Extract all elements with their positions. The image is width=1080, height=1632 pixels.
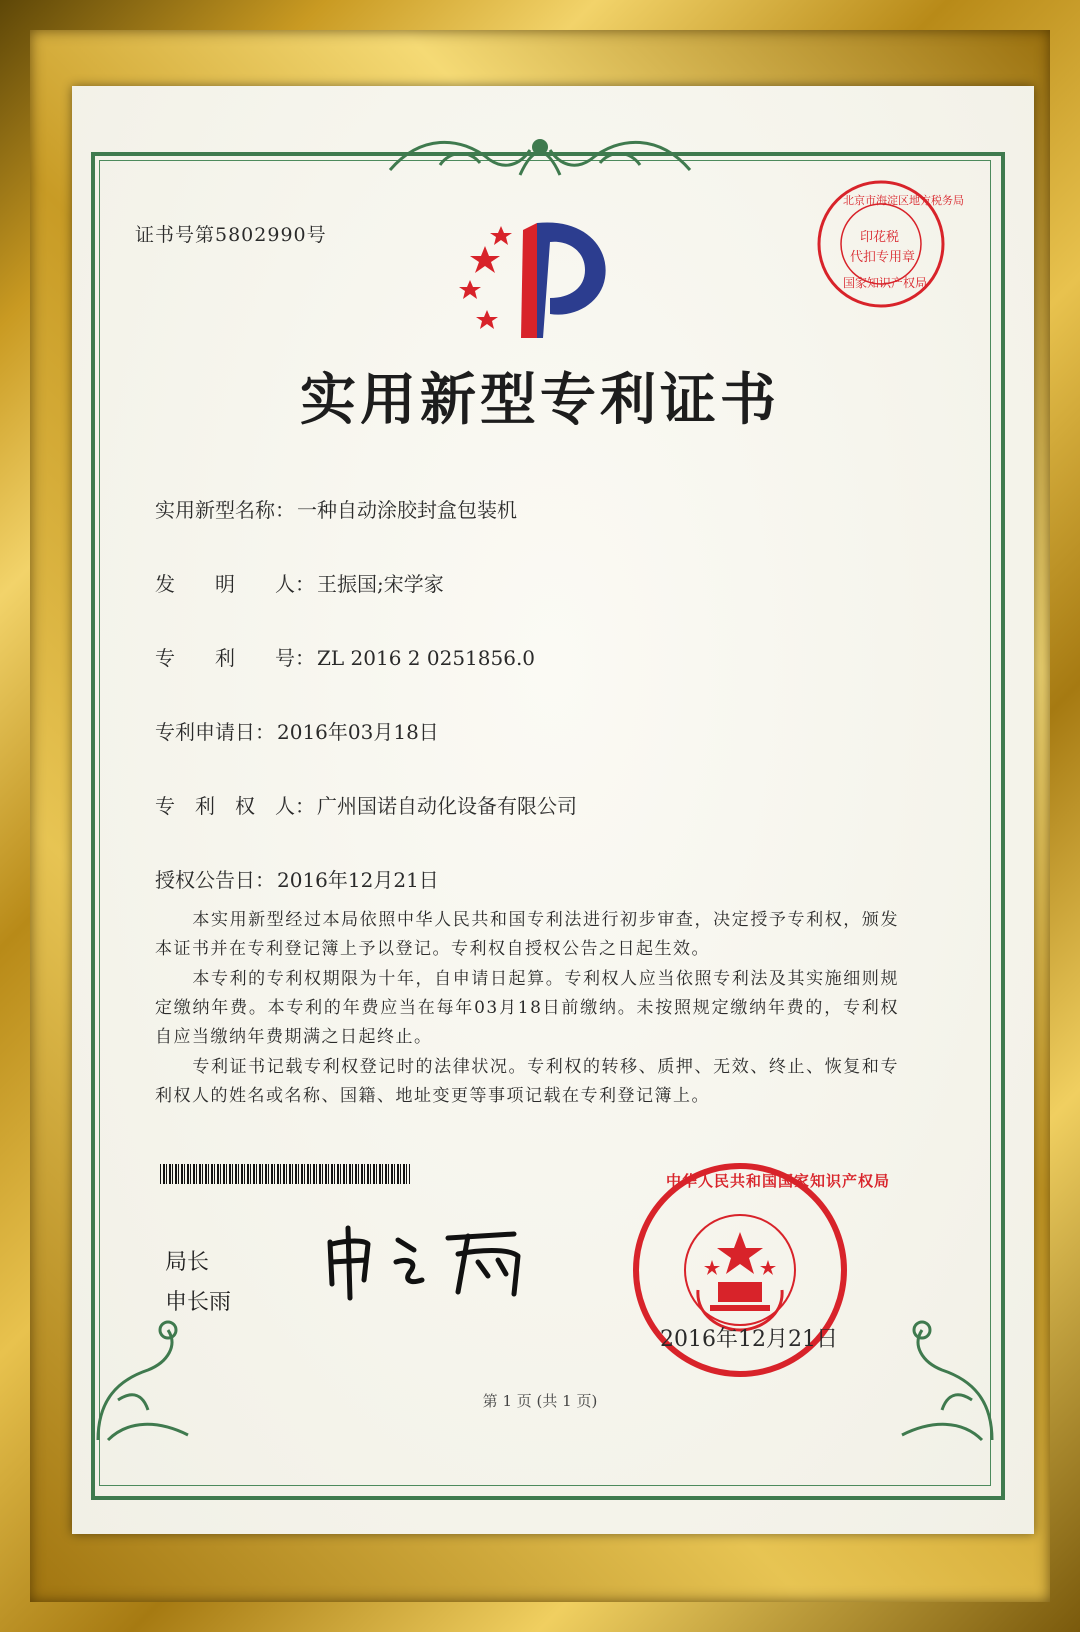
body-paragraph-3: 专利证书记载专利权登记时的法律状况。专利权的转移、质押、无效、终止、恢复和专利权人的姓名或名称、国籍、地址变更等事项记载在专利登记簿上。 [155,1057,899,1106]
field-value: 王振国;宋学家 [317,572,444,596]
field-patentee [155,790,577,819]
field-patent-number [155,642,535,671]
tax-seal-ring-text: 北京市海淀区地方税务局 [843,194,964,207]
director-name: 申长雨 [165,1290,232,1315]
bottom-left-ornament-icon [88,1300,198,1450]
field-inventor [155,568,444,597]
field-value: 2016年12月21日 [277,868,439,892]
signature-icon [318,1222,548,1302]
certificate-title: 实用新型专利证书 [300,368,780,433]
field-label: 授权公告日： [155,868,275,892]
body-paragraph-1: 本实用新型经过本局依照中华人民共和国专利法进行初步审查，决定授予专利权，颁发本证书并在专利登记簿上予以登记。专利权自授权公告之日起生效。 [155,910,899,959]
field-application-date [155,716,439,745]
field-value: ZL 2016 2 0251856.0 [317,646,536,670]
tax-seal-center-1: 印花税 [860,230,900,245]
field-label: 专 利 号： [155,646,315,670]
field-label: 实用新型名称： [155,498,295,522]
seal-date: 2016年12月21日 [660,1327,838,1352]
field-value: 广州国诺自动化设备有限公司 [317,794,577,818]
field-value: 一种自动涂胶封盒包装机 [297,498,517,522]
director-title: 局长 [165,1250,210,1275]
field-grant-date [155,864,439,893]
bottom-right-ornament-icon [892,1300,1002,1450]
sipo-logo-icon [455,218,610,343]
barcode [160,1164,410,1184]
certificate-number: 证书号第5802990号 [135,224,327,246]
field-label: 专利申请日： [155,720,275,744]
field-label: 发 明 人： [155,572,315,596]
top-ornament-icon [380,125,700,185]
tax-seal-bottom-text: 国家知识产权局 [843,276,928,290]
body-paragraph-2: 本专利的专利权期限为十年，自申请日起算。专利权人应当依照专利法及其实施细则规定缴纳年费。本专利的年费应当在每年03月18日前缴纳。未按照规定缴纳年费的，专利权自应当缴纳年费期满之日起终止。 [155,969,899,1047]
field-label: 专 利 权 人： [155,794,315,818]
field-value: 2016年03月18日 [277,720,439,744]
tax-seal-center-2: 代扣专用章 [850,250,916,265]
field-utility-model-name [155,494,517,523]
main-seal-text: 中华人民共和国国家知识产权局 [666,1172,891,1190]
page-number: 第 1 页 (共 1 页) [482,1392,598,1410]
